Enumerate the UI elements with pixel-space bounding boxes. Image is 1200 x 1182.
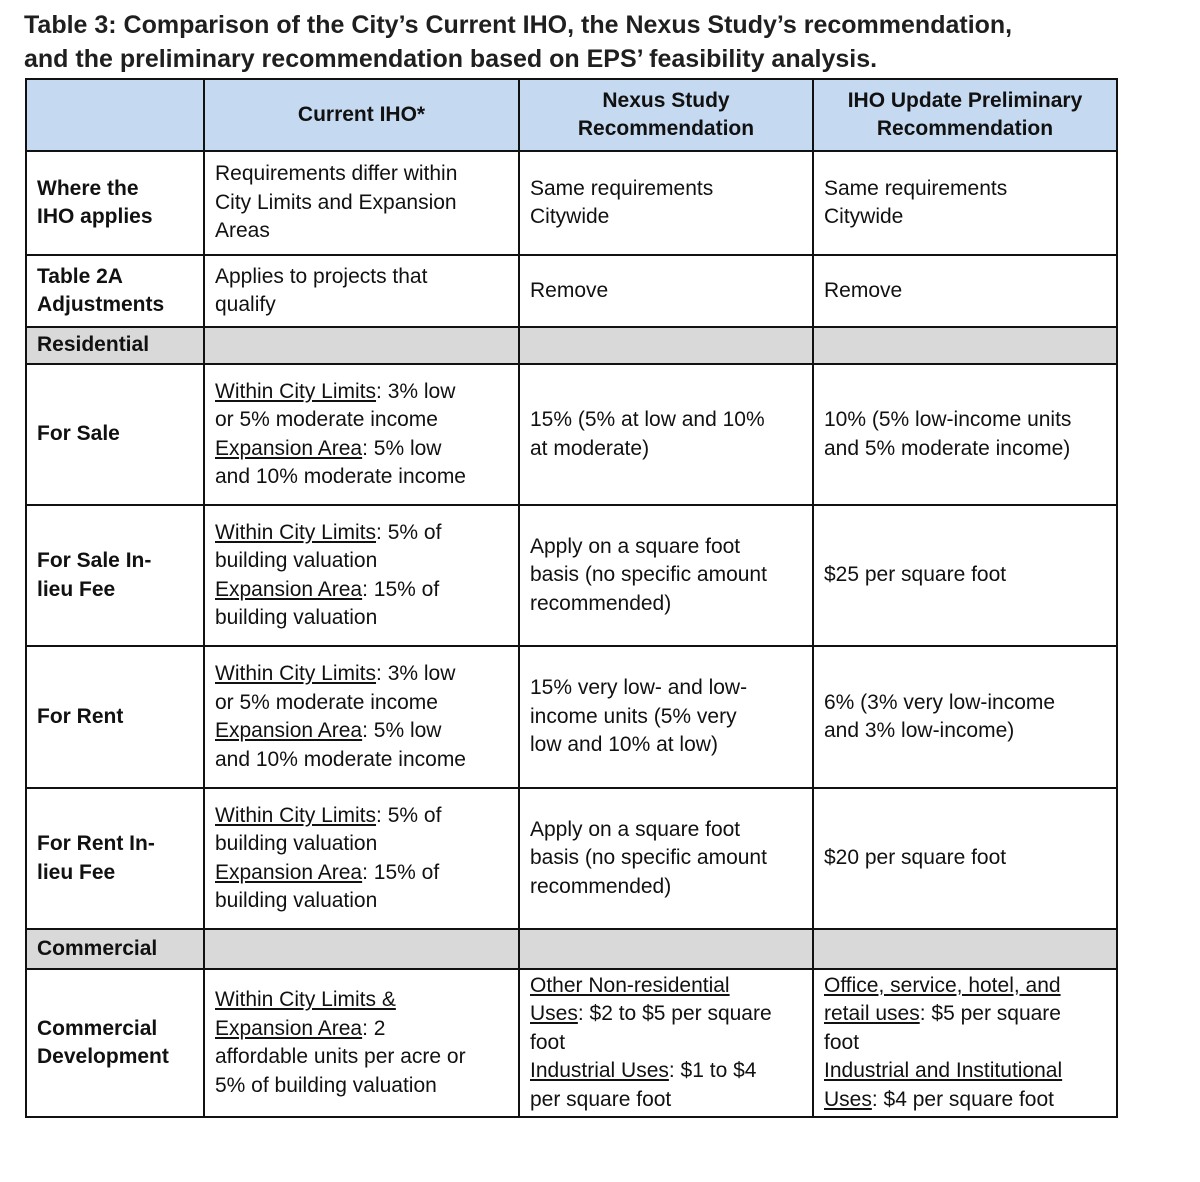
header-iho-update: IHO Update Preliminary Recommendation <box>813 79 1117 151</box>
section-label-commercial: Commercial <box>26 929 204 969</box>
cell-for-sale-current: Within City Limits: 3% low or 5% moderate income Expansion Area: 5% low and 10% moderate income <box>204 364 519 505</box>
cell-where-current: Requirements differ within City Limits and Expansion Areas <box>204 151 519 255</box>
cell-for-rent-fee-update: $20 per square foot <box>813 788 1117 929</box>
section-blank-cell <box>813 327 1117 364</box>
section-blank-cell <box>204 929 519 969</box>
cell-for-sale-nexus: 15% (5% at low and 10% at moderate) <box>519 364 813 505</box>
section-blank-cell <box>813 929 1117 969</box>
table-row-for-sale-fee <box>26 505 1117 646</box>
row-label-for-sale: For Sale <box>26 364 204 505</box>
cell-for-sale-fee-update: $25 per square foot <box>813 505 1117 646</box>
cell-for-rent-nexus: 15% very low- and low- income units (5% very low and 10% at low) <box>519 646 813 788</box>
caption-line-2: and the preliminary recommendation based on EPS’ feasibility analysis. <box>24 45 878 73</box>
row-label-table2a: Table 2A Adjustments <box>26 255 204 327</box>
cell-for-rent-fee-current: Within City Limits: 5% of building valuation Expansion Area: 15% of building valuation <box>204 788 519 929</box>
section-blank-cell <box>204 327 519 364</box>
row-label-for-rent: For Rent <box>26 646 204 788</box>
table-row-table2a <box>26 255 1117 327</box>
cell-table2a-current: Applies to projects that qualify <box>204 255 519 327</box>
row-label-for-sale-fee: For Sale In- lieu Fee <box>26 505 204 646</box>
row-label-where: Where the IHO applies <box>26 151 204 255</box>
section-row-residential <box>26 327 1117 364</box>
header-blank-cell <box>26 79 204 151</box>
section-label-residential: Residential <box>26 327 204 364</box>
row-label-commercial-development: Commercial Development <box>26 969 204 1117</box>
caption-line-1: Table 3: Comparison of the City’s Current IHO, the Nexus Study’s recommendation, <box>24 11 1013 39</box>
cell-table2a-update: Remove <box>813 255 1117 327</box>
cell-for-sale-fee-nexus: Apply on a square foot basis (no specific amount recommended) <box>519 505 813 646</box>
cell-table2a-nexus: Remove <box>519 255 813 327</box>
table-caption <box>24 8 1144 76</box>
table-row-where <box>26 151 1117 255</box>
cell-for-sale-update: 10% (5% low-income units and 5% moderate income) <box>813 364 1117 505</box>
cell-for-rent-fee-nexus: Apply on a square foot basis (no specific amount recommended) <box>519 788 813 929</box>
table-row-for-sale <box>26 364 1117 505</box>
cell-for-sale-fee-current: Within City Limits: 5% of building valuation Expansion Area: 15% of building valuation <box>204 505 519 646</box>
table-row-for-rent <box>26 646 1117 788</box>
cell-where-update: Same requirements Citywide <box>813 151 1117 255</box>
row-label-for-rent-fee: For Rent In- lieu Fee <box>26 788 204 929</box>
header-nexus-study: Nexus Study Recommendation <box>519 79 813 151</box>
section-blank-cell <box>519 327 813 364</box>
cell-commercial-nexus: Other Non-residential Uses: $2 to $5 per square foot Industrial Uses: $1 to $4 per square foot <box>519 969 813 1117</box>
comparison-table <box>25 78 1118 1118</box>
cell-commercial-current: Within City Limits & Expansion Area: 2 affordable units per acre or 5% of building valuation <box>204 969 519 1117</box>
section-blank-cell <box>519 929 813 969</box>
table-row-for-rent-fee <box>26 788 1117 929</box>
cell-for-rent-update: 6% (3% very low-income and 3% low-income) <box>813 646 1117 788</box>
cell-where-nexus: Same requirements Citywide <box>519 151 813 255</box>
table-row-commercial-development <box>26 969 1117 1117</box>
header-current-iho: Current IHO* <box>204 79 519 151</box>
header-row <box>26 79 1117 151</box>
section-row-commercial <box>26 929 1117 969</box>
cell-commercial-update: Office, service, hotel, and retail uses: $5 per square foot Industrial and Institutional Uses: $4 per square foot <box>813 969 1117 1117</box>
cell-for-rent-current: Within City Limits: 3% low or 5% moderate income Expansion Area: 5% low and 10% moderate income <box>204 646 519 788</box>
